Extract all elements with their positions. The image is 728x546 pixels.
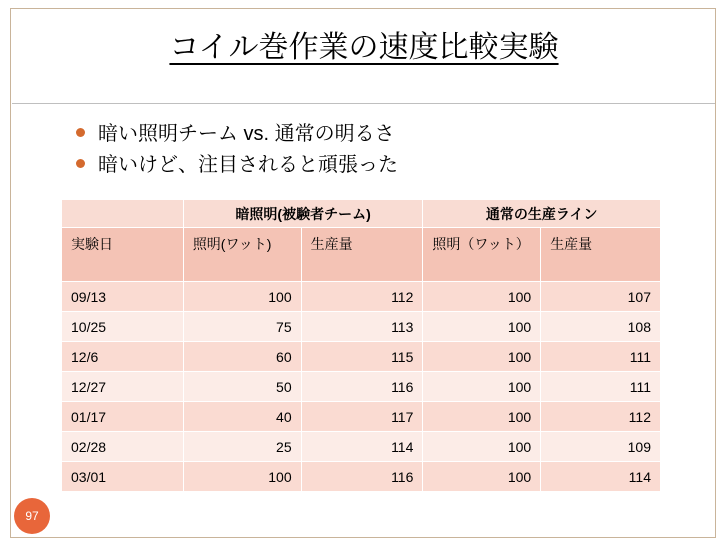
table-column-header: 生産量: [301, 228, 423, 282]
table-row: [62, 312, 661, 342]
table-cell: 107: [541, 282, 661, 312]
table-header-cell: [62, 200, 184, 228]
bullet-item: [74, 149, 398, 179]
slide-title-text: コイル巻作業の速度比較実験: [169, 30, 559, 65]
table-cell: 25: [183, 432, 301, 462]
table-cell-date: 12/27: [62, 372, 184, 402]
experiment-table: [61, 199, 661, 492]
bullet-dot-icon: [76, 159, 85, 168]
table-cell: 112: [301, 282, 423, 312]
table-row: [62, 342, 661, 372]
table-cell: 109: [541, 432, 661, 462]
table-cell: 100: [423, 312, 541, 342]
table-cell: 100: [423, 462, 541, 492]
table-cell: 111: [541, 372, 661, 402]
table-row: [62, 282, 661, 312]
table-cell-date: 02/28: [62, 432, 184, 462]
table-cell: 116: [301, 372, 423, 402]
table-group-header-normal-line: 通常の生産ライン: [423, 200, 661, 228]
table-cell: 116: [301, 462, 423, 492]
table-cell: 50: [183, 372, 301, 402]
table-cell: 100: [423, 342, 541, 372]
bullet-item: [74, 118, 398, 149]
table-cell: 60: [183, 342, 301, 372]
table-cell-date: 10/25: [62, 312, 184, 342]
table-group-header-dim-team: 暗照明(被験者チーム): [183, 200, 423, 228]
table-cell: 100: [423, 402, 541, 432]
table-cell: 115: [301, 342, 423, 372]
table-cell: 40: [183, 402, 301, 432]
bullet-text: 通常の明るさ: [274, 121, 395, 145]
table-cell: 113: [301, 312, 423, 342]
bullet-text: 暗いけど、注目されると頑張った: [98, 152, 398, 176]
table-row: [62, 432, 661, 462]
table-column-header: 実験日: [62, 228, 184, 282]
table-cell: 100: [423, 282, 541, 312]
table-cell-date: 01/17: [62, 402, 184, 432]
table-column-header: 生産量: [541, 228, 661, 282]
page-number-badge: 97: [14, 498, 50, 534]
table-cell: 100: [183, 462, 301, 492]
table-cell: 114: [541, 462, 661, 492]
table-group-header-row: [62, 200, 661, 228]
table-cell: 111: [541, 342, 661, 372]
table-column-header: 照明(ワット): [183, 228, 301, 282]
table-row: [62, 372, 661, 402]
table-cell-date: 03/01: [62, 462, 184, 492]
bullet-text-vs: vs.: [238, 123, 275, 145]
table-cell: 100: [183, 282, 301, 312]
table-cell: 100: [423, 372, 541, 402]
table-row: [62, 462, 661, 492]
table-cell: 75: [183, 312, 301, 342]
table-cell: 114: [301, 432, 423, 462]
table-cell: 108: [541, 312, 661, 342]
table-cell-date: 12/6: [62, 342, 184, 372]
table-cell-date: 09/13: [62, 282, 184, 312]
table-column-header: 照明（ワット）: [423, 228, 541, 282]
bullet-list: [74, 118, 398, 179]
table-cell: 117: [301, 402, 423, 432]
slide-title: [0, 28, 728, 68]
bullet-text: 暗い照明チーム: [98, 121, 238, 145]
table-cell: 112: [541, 402, 661, 432]
table-column-header-row: [62, 228, 661, 282]
table-cell: 100: [423, 432, 541, 462]
bullet-dot-icon: [76, 128, 85, 137]
title-divider: [12, 103, 715, 104]
table-row: [62, 402, 661, 432]
